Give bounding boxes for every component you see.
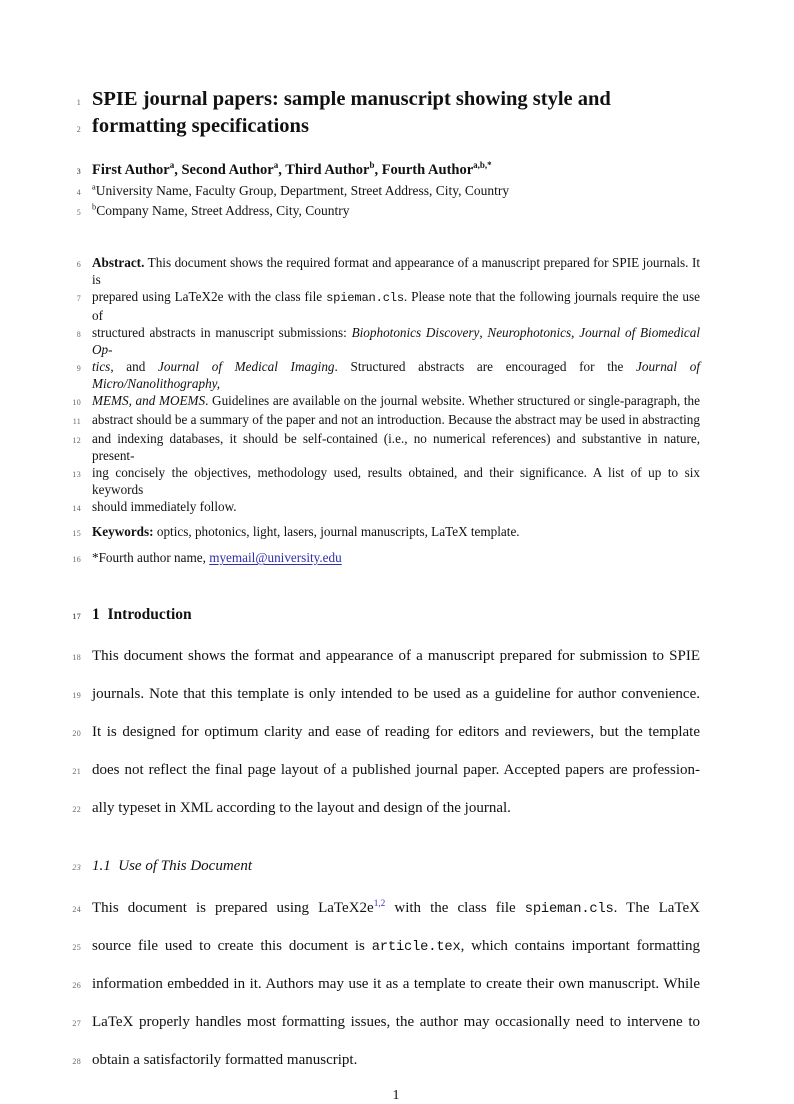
footer-row bbox=[61, 1088, 761, 1104]
abstract-text: . Please note that the following journals require the use of bbox=[92, 289, 700, 323]
abstract-line: abstract should be a summary of the paper and not an introduction. Because the abstract may be used in abstracting bbox=[92, 412, 700, 427]
abstract-line bbox=[92, 324, 700, 358]
body-line: obtain a satisfactorily formatted manuscript. bbox=[92, 1052, 358, 1068]
body-line-row bbox=[61, 676, 761, 714]
abstract-line-row bbox=[61, 288, 761, 324]
author-affil-mark: a,b,* bbox=[473, 160, 492, 171]
affil-text: University Name, Faculty Group, Department, Street Address, City, Country bbox=[95, 183, 510, 198]
abstract-text: This document shows the required format and appearance of a manuscript prepared for SPIE journals. It is bbox=[92, 255, 700, 287]
line-number: 1 bbox=[76, 98, 81, 107]
body-line-row bbox=[61, 1004, 761, 1042]
abstract-line: should immediately follow. bbox=[92, 499, 237, 514]
journal-name: Journal of Biomedical Op- bbox=[92, 325, 701, 357]
line-number: 16 bbox=[72, 555, 81, 564]
journal-name: tics bbox=[92, 359, 111, 374]
body-line: It is designed for optimum clarity and ease of reading for editors and reviewers, but the template bbox=[92, 724, 700, 740]
body-line-row bbox=[61, 752, 761, 790]
contact-row bbox=[61, 549, 761, 568]
abstract-line-row bbox=[61, 411, 761, 430]
line-number: 15 bbox=[72, 529, 81, 538]
subsection-heading-row bbox=[61, 856, 761, 878]
contact-line bbox=[92, 549, 700, 566]
class-file-name: spieman.cls bbox=[524, 902, 614, 917]
affiliation-a-row bbox=[61, 182, 761, 202]
subsection-1-1-heading: 1.1 Use of This Document bbox=[92, 858, 252, 874]
line-number: 12 bbox=[72, 436, 81, 445]
body-line-row bbox=[61, 890, 761, 928]
body-text: , which contains important formatting bbox=[460, 938, 700, 954]
line-number: 25 bbox=[72, 943, 81, 952]
body-line-row bbox=[61, 638, 761, 676]
contact-prefix: *Fourth author name, bbox=[92, 550, 210, 565]
journal-name: Journal of Medical Imaging bbox=[158, 359, 335, 374]
abstract-line bbox=[92, 358, 700, 392]
abstract-line bbox=[92, 392, 700, 409]
journal-name: Journal of Micro/Nanolithography, bbox=[92, 359, 700, 391]
line-number: 26 bbox=[72, 981, 81, 990]
line-number: 2 bbox=[76, 125, 81, 134]
title-line-2-row bbox=[61, 113, 761, 140]
body-line-row bbox=[61, 928, 761, 966]
line-number: 13 bbox=[72, 470, 81, 479]
author-name: First Author bbox=[92, 162, 170, 178]
line-number: 8 bbox=[76, 330, 81, 339]
line-number: 14 bbox=[72, 504, 81, 513]
line-number: 28 bbox=[72, 1057, 81, 1066]
line-number: 24 bbox=[72, 905, 81, 914]
source-file-name: article.tex bbox=[371, 940, 461, 955]
abstract-line-row bbox=[61, 498, 761, 517]
line-number: 9 bbox=[76, 364, 81, 373]
body-line-row bbox=[61, 790, 761, 828]
affiliation-b-row bbox=[61, 202, 761, 222]
abstract-line-row bbox=[61, 430, 761, 464]
keywords-row bbox=[61, 523, 761, 542]
line-number: 5 bbox=[76, 208, 81, 217]
body-line-row bbox=[61, 1042, 761, 1080]
abstract-line bbox=[92, 288, 700, 324]
line-number: 11 bbox=[72, 417, 81, 426]
abstract-text: prepared using LaTeX2e with the class file bbox=[92, 289, 327, 304]
abstract-text: structured abstracts in manuscript submissions: bbox=[92, 325, 352, 340]
abstract-text: , bbox=[479, 325, 488, 340]
affil-mark: b bbox=[92, 202, 97, 212]
journal-name: MEMS, and MOEMS bbox=[92, 393, 206, 408]
affiliation-a bbox=[92, 182, 700, 200]
line-number: 27 bbox=[72, 1019, 81, 1028]
line-number: 19 bbox=[72, 691, 81, 700]
body-line-row bbox=[61, 714, 761, 752]
keywords-line bbox=[92, 523, 700, 540]
affiliation-b bbox=[92, 202, 700, 220]
body-line: information embedded in it. Authors may use it as a template to create their own manuscript. While bbox=[92, 976, 700, 992]
abstract-text: . Structured abstracts are encouraged for the bbox=[334, 359, 637, 374]
body-line: LaTeX properly handles most formatting issues, the author may occasionally need to intervene to bbox=[92, 1014, 700, 1030]
abstract-line-row bbox=[61, 464, 761, 498]
line-number: 7 bbox=[76, 294, 81, 303]
section-1-heading: 1 Introduction bbox=[92, 606, 192, 623]
line-number: 23 bbox=[72, 863, 81, 872]
line-number: 20 bbox=[72, 729, 81, 738]
author-name: , Third Author bbox=[278, 162, 370, 178]
line-number: 17 bbox=[72, 612, 81, 621]
body-text: . The LaTeX bbox=[613, 900, 700, 916]
body-line: This document shows the format and appearance of a manuscript prepared for submission to SPIE bbox=[92, 648, 700, 664]
line-number: 21 bbox=[72, 767, 81, 776]
abstract-line-row bbox=[61, 392, 761, 411]
line-number: 4 bbox=[76, 188, 81, 197]
body-line: journals. Note that this template is only intended to be used as a guideline for author convenience. bbox=[92, 686, 700, 702]
authors-row bbox=[61, 160, 761, 182]
abstract-line-row bbox=[61, 324, 761, 358]
line-number: 18 bbox=[72, 653, 81, 662]
class-file-name: spieman.cls bbox=[326, 291, 404, 305]
abstract-line-row bbox=[61, 254, 761, 288]
abstract-text: , bbox=[571, 325, 580, 340]
citation-link[interactable]: 1,2 bbox=[373, 899, 386, 909]
abstract-line: ing concisely the objectives, methodology used, results obtained, and their significance. A list of up to six keywords bbox=[92, 465, 700, 497]
author-name: , Fourth Author bbox=[374, 162, 474, 178]
abstract-text: . Guidelines are available on the journal website. Whether structured or single-paragraph, the bbox=[205, 393, 701, 408]
abstract-line bbox=[92, 254, 700, 288]
body-text: This document is prepared using LaTeX2e bbox=[92, 900, 374, 916]
body-text: with the class file bbox=[385, 900, 525, 916]
paper-title-line-2: formatting specifications bbox=[92, 115, 309, 137]
email-link[interactable]: myemail@university.edu bbox=[209, 550, 342, 565]
line-number: 22 bbox=[72, 805, 81, 814]
abstract-text: , and bbox=[110, 359, 159, 374]
section-heading-row bbox=[61, 604, 761, 628]
keywords-text: optics, photonics, light, lasers, journal manuscripts, LaTeX template. bbox=[153, 524, 520, 539]
abstract-label: Abstract. bbox=[92, 255, 145, 270]
journal-name: Neurophotonics bbox=[487, 325, 572, 340]
affil-mark: a bbox=[92, 182, 96, 192]
abstract-line-row bbox=[61, 358, 761, 392]
line-number: 6 bbox=[76, 260, 81, 269]
body-line: ally typeset in XML according to the layout and design of the journal. bbox=[92, 800, 511, 816]
authors-line bbox=[92, 160, 700, 180]
keywords-label: Keywords: bbox=[92, 524, 154, 539]
title-line-1-row bbox=[61, 86, 761, 113]
abstract-line: and indexing databases, it should be self-contained (i.e., no numerical references) and substantive in nature, present- bbox=[92, 431, 700, 463]
body-line: does not reflect the final page layout of a published journal paper. Accepted papers are profession- bbox=[92, 762, 700, 778]
page-number: 1 bbox=[392, 1088, 400, 1103]
author-affil-mark: a bbox=[273, 160, 279, 171]
line-number: 10 bbox=[72, 398, 81, 407]
journal-name: Biophotonics Discovery bbox=[351, 325, 480, 340]
body-line bbox=[92, 928, 700, 966]
author-affil-mark: b bbox=[369, 160, 375, 171]
body-text: source file used to create this document is bbox=[92, 938, 372, 954]
affil-text: Company Name, Street Address, City, Country bbox=[96, 203, 350, 218]
body-line bbox=[92, 890, 700, 928]
body-line-row bbox=[61, 966, 761, 1004]
author-name: , Second Author bbox=[174, 162, 274, 178]
line-number: 3 bbox=[76, 167, 81, 176]
paper-title-line-1: SPIE journal papers: sample manuscript showing style and bbox=[92, 88, 611, 110]
author-affil-mark: a bbox=[169, 160, 175, 171]
